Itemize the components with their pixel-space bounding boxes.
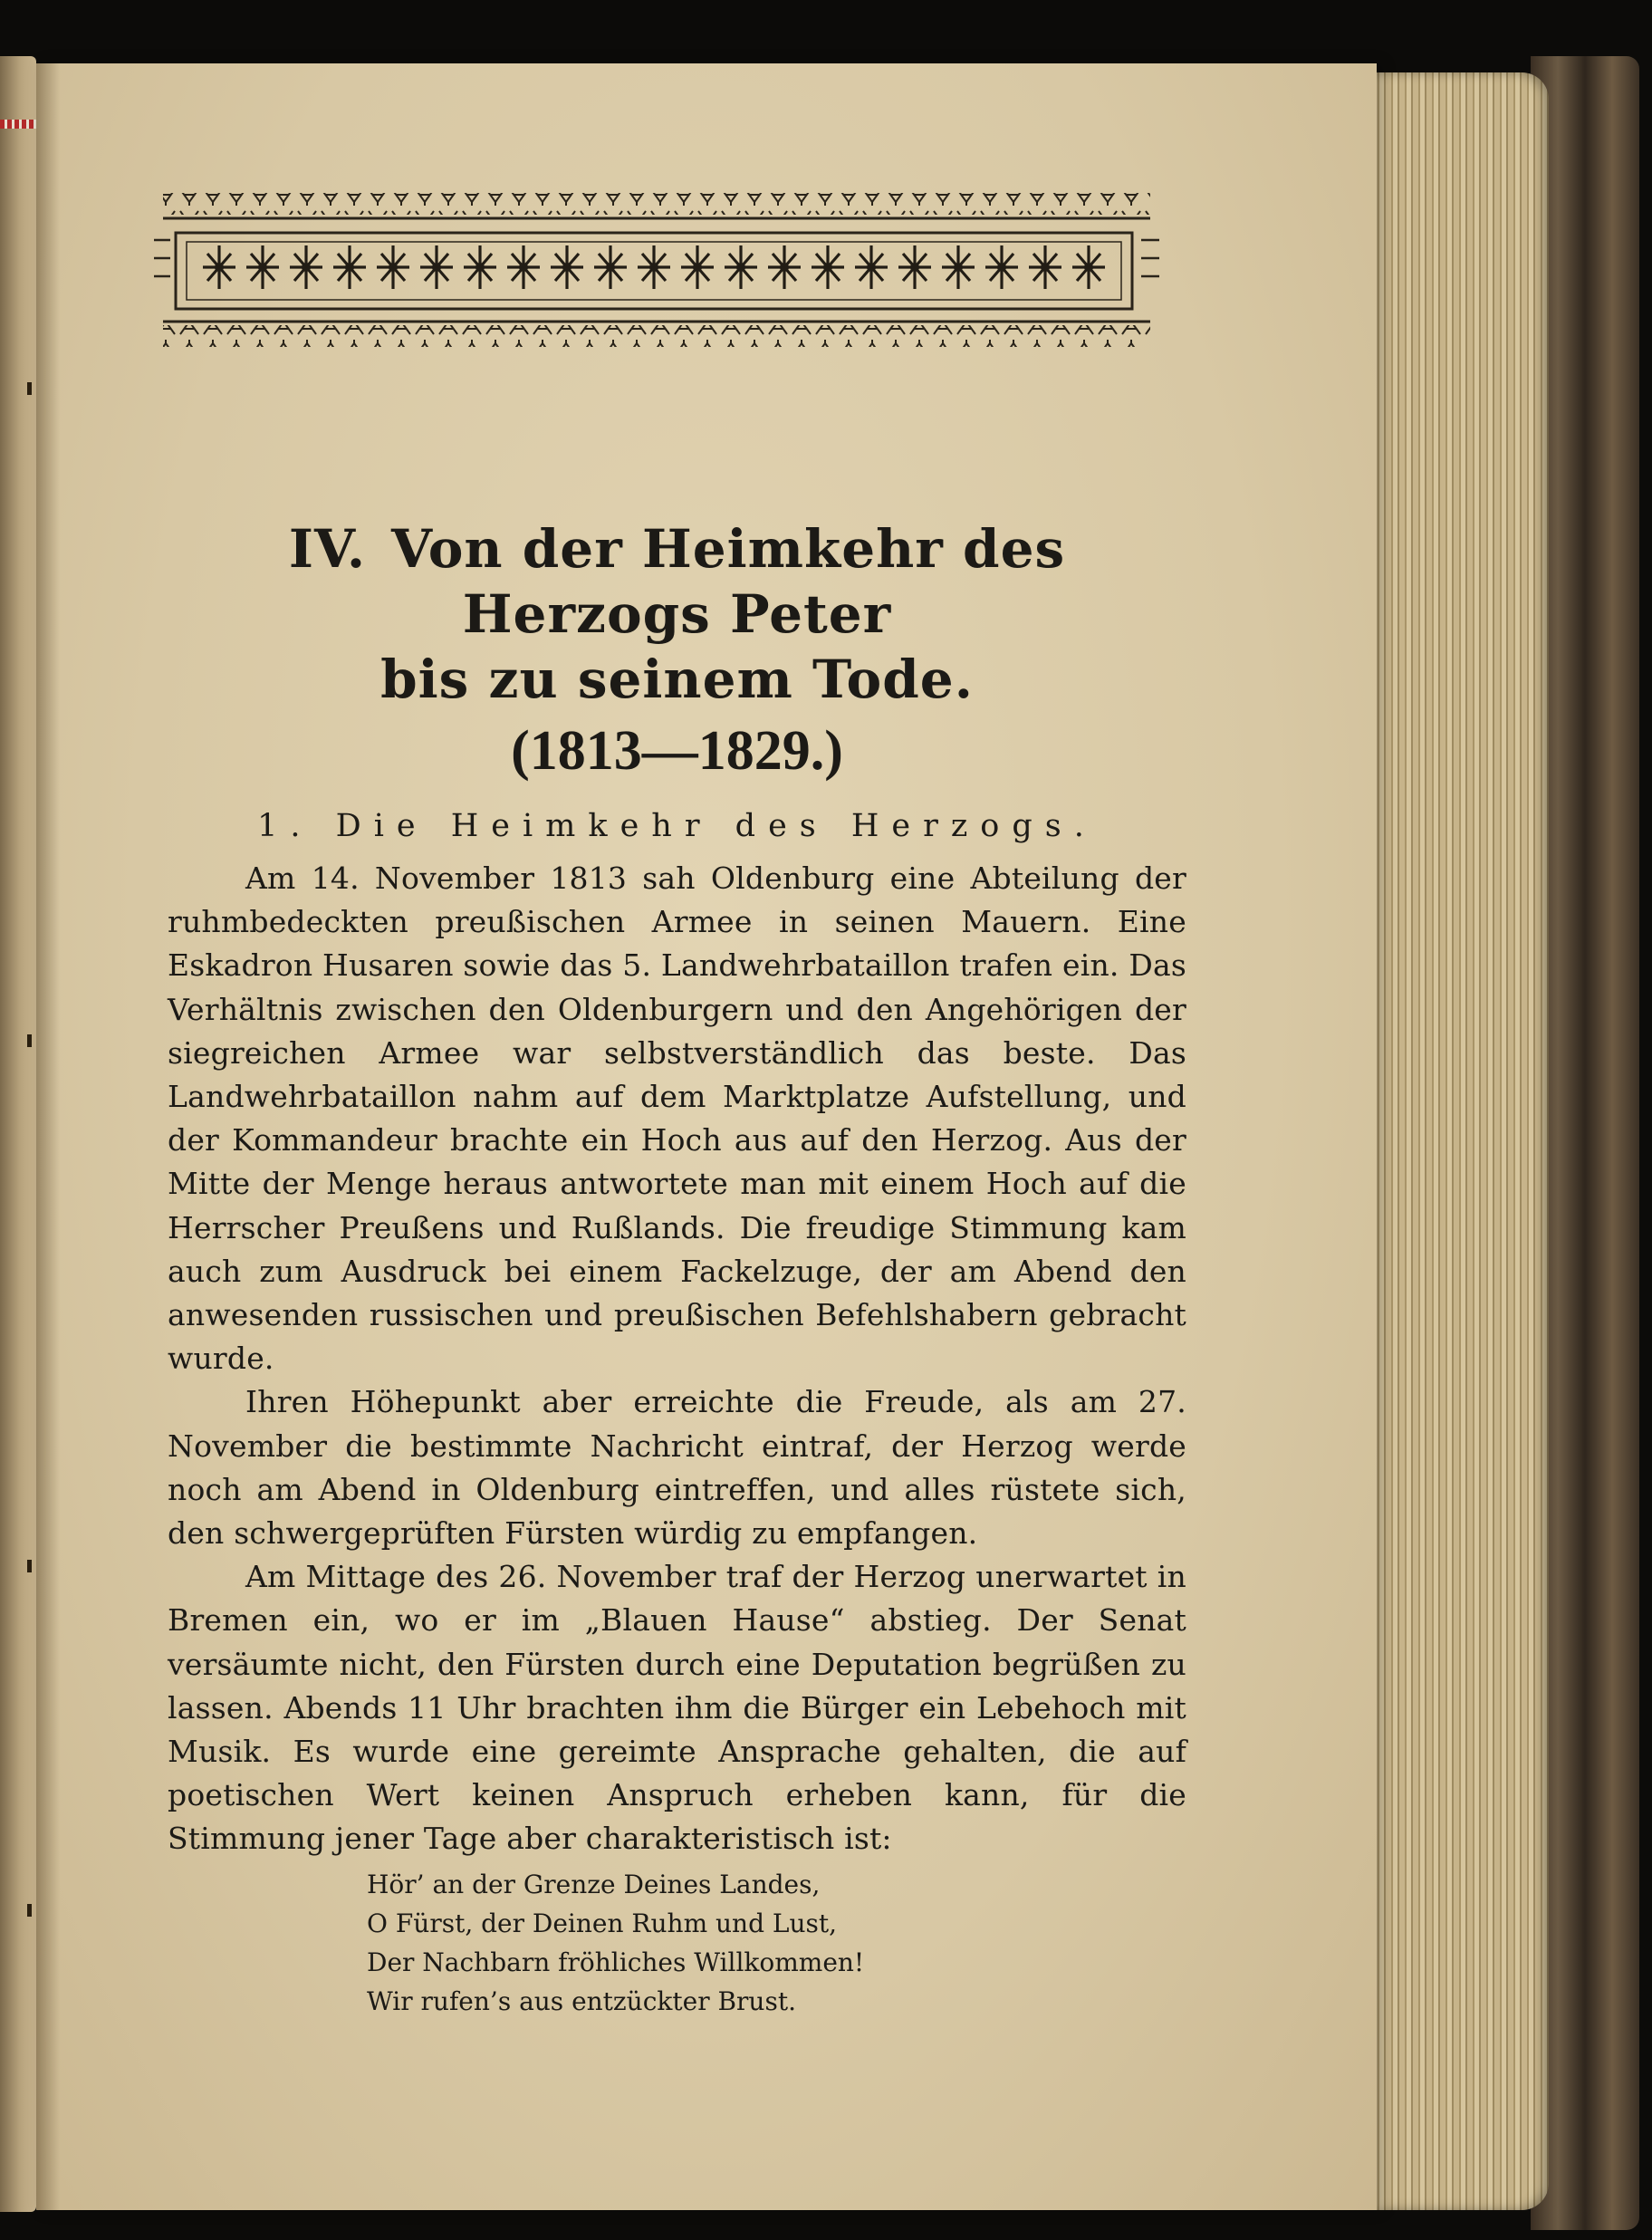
- poem-line: O Fürst, der Deinen Ruhm und Lust,: [367, 1908, 838, 1938]
- poem-line: Der Nachbarn fröhliches Willkommen!: [367, 1947, 865, 1977]
- chapter-title-line1: Von der Heimkehr des Herzogs Peter: [391, 518, 1066, 645]
- chapter-years: (1813—1829.): [511, 720, 843, 782]
- page-mark: [27, 1560, 32, 1572]
- chapter-title: [168, 516, 1186, 712]
- poem: [367, 1865, 1186, 2021]
- poem-line: Hör’ an der Grenze Deines Landes,: [367, 1869, 821, 1899]
- previous-page-edge: [0, 56, 36, 2212]
- paragraph: Am 14. November 1813 sah Oldenburg eine Abteilung der ruhmbedeckten preußischen Armee in seinen Mauern. Eine Eskadron Husaren sowie das 5. Landwehrbataillon trafen ein. Das Verhältnis zwischen den Oldenburgern und den Angehörigen der siegreichen Armee war selbstverständlich das beste. Das Landwehrbataillon nahm auf dem Marktplatze Aufstellung, und der Kommandeur brachte ein Hoch aus auf den Herzog. Aus der Mitte der Menge heraus antwortete man mit einem Hoch auf die Herrscher Preußens und Rußlands. Die freudige Stimmung kam auch zum Ausdruck bei einem Fackelzuge, der am Abend den anwesenden russischen und preußischen Befehlshabern gebracht wurde.: [168, 860, 1186, 1377]
- chapter-title-line2: bis zu seinem Tode.: [380, 649, 974, 710]
- paragraph: Am Mittage des 26. November traf der Herzog unerwartet in Bremen ein, wo er im „Blauen Hause“ abstieg. Der Senat versäumte nicht, den Fürsten durch eine Deputation begrüßen zu lassen. Abends 11 Uhr brachten ihm die Bürger ein Lebehoch mit Musik. Es wurde eine gereimte Ansprache gehalten, die auf poetischen Wert keinen Anspruch erheben kann, für die Stimmung jener Tage aber charakteristisch ist:: [168, 1559, 1186, 1857]
- section-heading: 1. Die Heimkehr des Herzogs.: [257, 808, 1097, 844]
- page-text: [168, 516, 1186, 2021]
- paragraph: Ihren Höhepunkt aber erreichte die Freude, als am 27. November die bestimmte Nachricht eintraf, der Herzog werde noch am Abend in Oldenburg eintreffen, und alles rüstete sich, den schwergeprüften Fürsten würdig zu empfangen.: [168, 1384, 1186, 1552]
- bookmark-ribbon: [0, 120, 36, 129]
- book-page: [36, 63, 1377, 2210]
- page-mark: [27, 1034, 32, 1047]
- page-mark: [27, 1904, 32, 1917]
- poem-line: Wir rufen’s aus entzückter Brust.: [367, 1985, 796, 2016]
- page-gutter-shadow: [36, 63, 60, 2210]
- ornamental-headpiece: [154, 186, 1177, 389]
- chapter-numeral: IV.: [288, 518, 367, 580]
- page-block-edges: [1359, 72, 1549, 2210]
- page-mark: [27, 382, 32, 395]
